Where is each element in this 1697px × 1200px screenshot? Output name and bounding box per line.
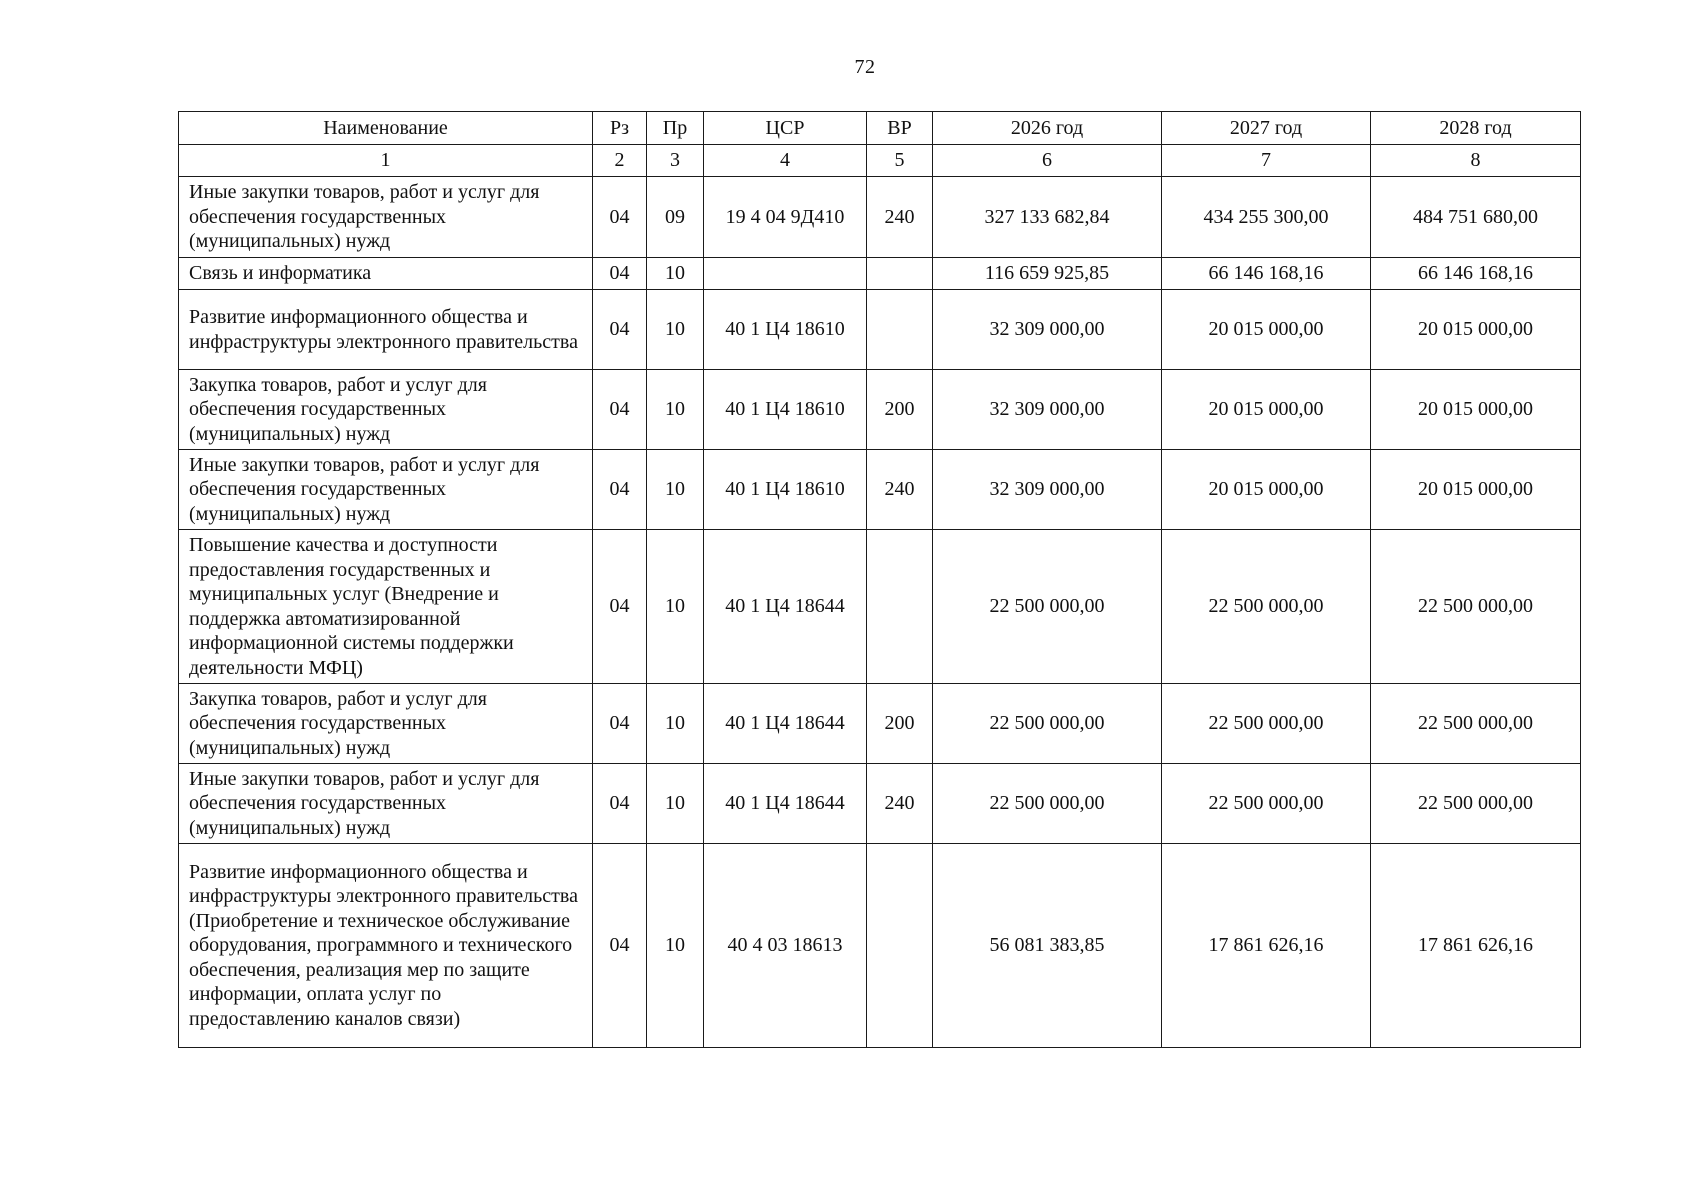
row-name: Повышение качества и доступности предоставления государственных и муниципальных услуг (Внедрение и поддержка автоматизированной информационной системы поддержки деятельности МФЦ) xyxy=(179,530,593,684)
row-amount-2027: 20 015 000,00 xyxy=(1162,290,1371,370)
row-csr: 40 1 Ц4 18610 xyxy=(704,450,867,530)
row-amount-2028: 20 015 000,00 xyxy=(1371,290,1581,370)
row-vr xyxy=(867,258,933,290)
row-csr: 19 4 04 9Д410 xyxy=(704,177,867,258)
column-number: 5 xyxy=(867,145,933,177)
row-amount-2026: 116 659 925,85 xyxy=(933,258,1162,290)
header-vr: ВР xyxy=(867,112,933,145)
column-number: 1 xyxy=(179,145,593,177)
row-name: Закупка товаров, работ и услуг для обеспечения государственных (муниципальных) нужд xyxy=(179,370,593,450)
row-rz: 04 xyxy=(593,258,647,290)
row-vr: 240 xyxy=(867,450,933,530)
table-row xyxy=(179,258,1581,290)
row-csr: 40 1 Ц4 18644 xyxy=(704,764,867,844)
column-number: 2 xyxy=(593,145,647,177)
row-vr xyxy=(867,290,933,370)
row-amount-2027: 22 500 000,00 xyxy=(1162,530,1371,684)
row-csr: 40 1 Ц4 18610 xyxy=(704,290,867,370)
row-amount-2027: 66 146 168,16 xyxy=(1162,258,1371,290)
row-amount-2027: 22 500 000,00 xyxy=(1162,764,1371,844)
page-number: 72 xyxy=(854,56,876,78)
column-number: 6 xyxy=(933,145,1162,177)
header-2027: 2027 год xyxy=(1162,112,1371,145)
row-amount-2027: 20 015 000,00 xyxy=(1162,450,1371,530)
row-amount-2028: 17 861 626,16 xyxy=(1371,844,1581,1048)
row-rz: 04 xyxy=(593,684,647,764)
row-pr: 10 xyxy=(647,258,704,290)
row-amount-2026: 32 309 000,00 xyxy=(933,290,1162,370)
row-vr: 200 xyxy=(867,370,933,450)
table-row xyxy=(179,370,1581,450)
row-csr: 40 4 03 18613 xyxy=(704,844,867,1048)
row-vr: 200 xyxy=(867,684,933,764)
column-number-row xyxy=(179,145,1581,177)
row-amount-2028: 20 015 000,00 xyxy=(1371,370,1581,450)
column-number: 8 xyxy=(1371,145,1581,177)
row-rz: 04 xyxy=(593,844,647,1048)
row-amount-2026: 32 309 000,00 xyxy=(933,370,1162,450)
column-number: 3 xyxy=(647,145,704,177)
row-amount-2026: 56 081 383,85 xyxy=(933,844,1162,1048)
row-pr: 10 xyxy=(647,764,704,844)
row-pr: 10 xyxy=(647,370,704,450)
header-pr: Пр xyxy=(647,112,704,145)
row-amount-2028: 22 500 000,00 xyxy=(1371,764,1581,844)
row-amount-2027: 22 500 000,00 xyxy=(1162,684,1371,764)
row-rz: 04 xyxy=(593,177,647,258)
row-pr: 10 xyxy=(647,450,704,530)
row-amount-2026: 22 500 000,00 xyxy=(933,764,1162,844)
header-name: Наименование xyxy=(179,112,593,145)
row-pr: 10 xyxy=(647,844,704,1048)
row-name: Иные закупки товаров, работ и услуг для обеспечения государственных (муниципальных) нужд xyxy=(179,764,593,844)
header-row xyxy=(179,112,1581,145)
header-rz: Рз xyxy=(593,112,647,145)
row-amount-2026: 22 500 000,00 xyxy=(933,530,1162,684)
row-pr: 10 xyxy=(647,684,704,764)
row-csr: 40 1 Ц4 18610 xyxy=(704,370,867,450)
row-vr xyxy=(867,530,933,684)
table-row xyxy=(179,764,1581,844)
table-row xyxy=(179,450,1581,530)
header-csr: ЦСР xyxy=(704,112,867,145)
header-2026: 2026 год xyxy=(933,112,1162,145)
row-pr: 10 xyxy=(647,290,704,370)
row-rz: 04 xyxy=(593,530,647,684)
row-amount-2028: 22 500 000,00 xyxy=(1371,530,1581,684)
row-rz: 04 xyxy=(593,370,647,450)
header-2028: 2028 год xyxy=(1371,112,1581,145)
row-csr: 40 1 Ц4 18644 xyxy=(704,684,867,764)
row-csr: 40 1 Ц4 18644 xyxy=(704,530,867,684)
row-amount-2026: 22 500 000,00 xyxy=(933,684,1162,764)
row-amount-2028: 22 500 000,00 xyxy=(1371,684,1581,764)
table-row xyxy=(179,844,1581,1048)
budget-table xyxy=(178,111,1581,1048)
column-number: 4 xyxy=(704,145,867,177)
row-vr: 240 xyxy=(867,177,933,258)
row-name: Иные закупки товаров, работ и услуг для обеспечения государственных (муниципальных) нужд xyxy=(179,177,593,258)
row-name: Развитие информационного общества и инфраструктуры электронного правительства xyxy=(179,290,593,370)
row-vr: 240 xyxy=(867,764,933,844)
row-name: Иные закупки товаров, работ и услуг для обеспечения государственных (муниципальных) нужд xyxy=(179,450,593,530)
row-rz: 04 xyxy=(593,764,647,844)
table-row xyxy=(179,290,1581,370)
row-vr xyxy=(867,844,933,1048)
row-rz: 04 xyxy=(593,450,647,530)
row-amount-2027: 434 255 300,00 xyxy=(1162,177,1371,258)
table-row xyxy=(179,684,1581,764)
row-rz: 04 xyxy=(593,290,647,370)
row-amount-2028: 66 146 168,16 xyxy=(1371,258,1581,290)
row-amount-2028: 20 015 000,00 xyxy=(1371,450,1581,530)
row-pr: 09 xyxy=(647,177,704,258)
table-row xyxy=(179,530,1581,684)
row-csr xyxy=(704,258,867,290)
row-amount-2027: 17 861 626,16 xyxy=(1162,844,1371,1048)
row-name: Развитие информационного общества и инфраструктуры электронного правительства (Приобретение и техническое обслуживание оборудования, программного и технического обеспечения, реализация мер по защите информации, оплата услуг по предоставлению каналов связи) xyxy=(179,844,593,1048)
row-amount-2026: 32 309 000,00 xyxy=(933,450,1162,530)
row-amount-2026: 327 133 682,84 xyxy=(933,177,1162,258)
row-pr: 10 xyxy=(647,530,704,684)
row-name: Закупка товаров, работ и услуг для обеспечения государственных (муниципальных) нужд xyxy=(179,684,593,764)
column-number: 7 xyxy=(1162,145,1371,177)
row-amount-2028: 484 751 680,00 xyxy=(1371,177,1581,258)
row-amount-2027: 20 015 000,00 xyxy=(1162,370,1371,450)
row-name: Связь и информатика xyxy=(179,258,593,290)
table-row xyxy=(179,177,1581,258)
